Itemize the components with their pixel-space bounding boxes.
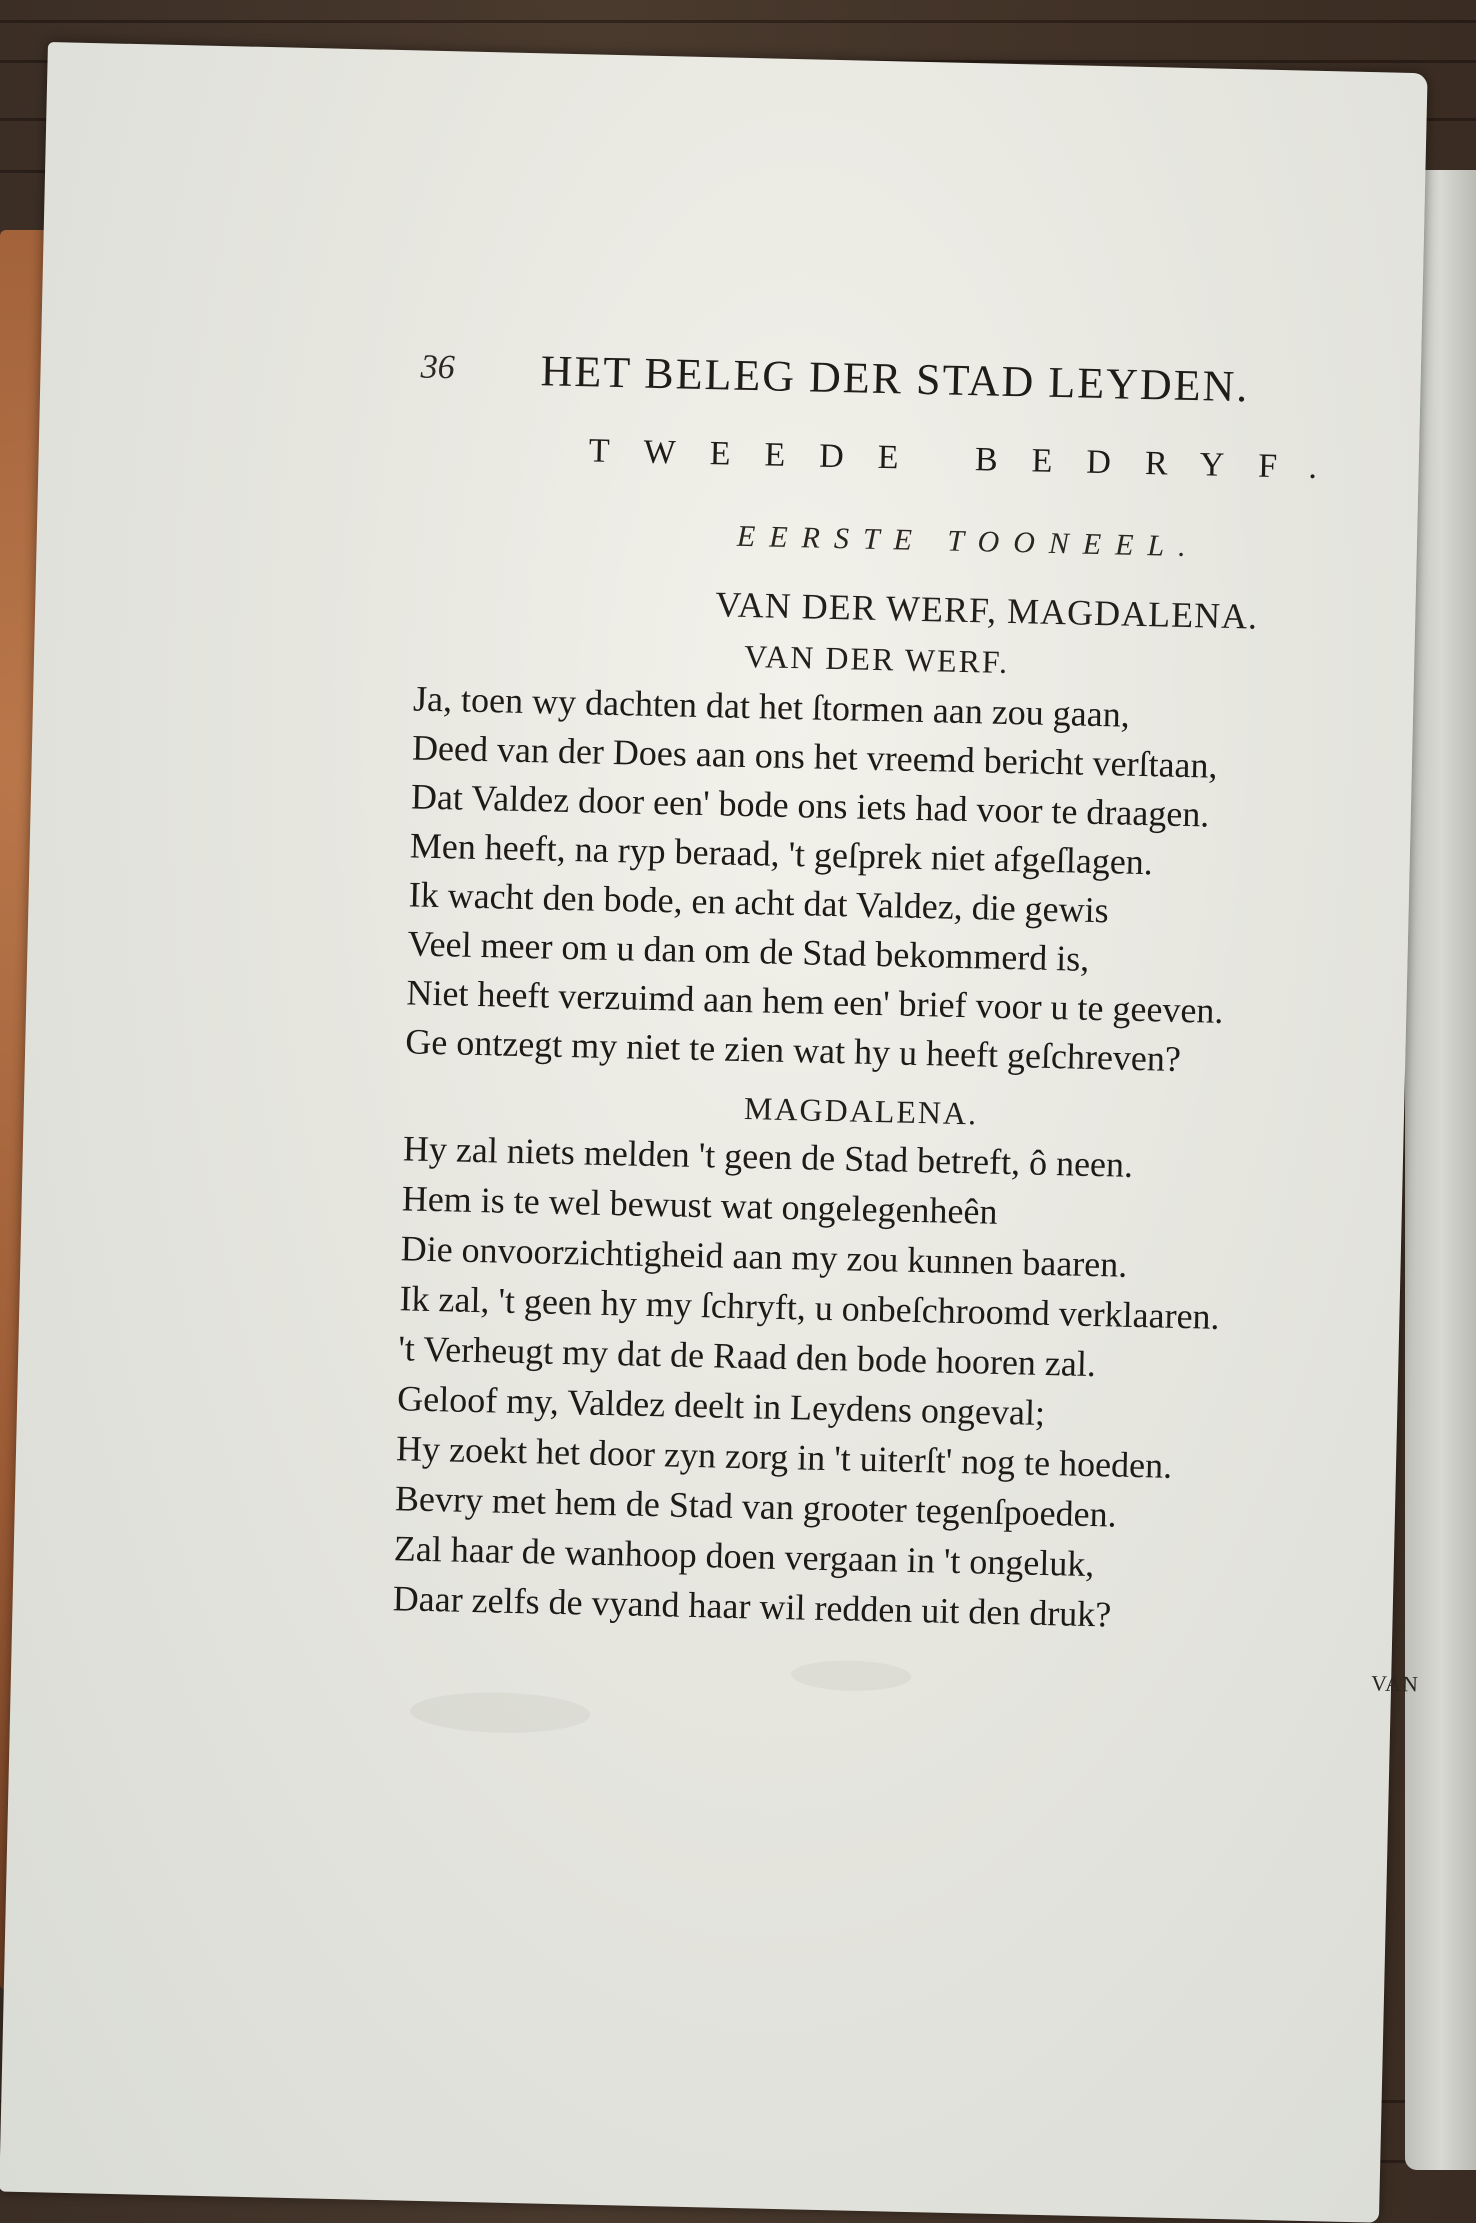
- verse-line: Hy zal niets melden 't geen de Stad betreft, ô neen.: [402, 1128, 1134, 1185]
- verse-line: Daar zelfs de vyand haar wil redden uit den druk?: [392, 1578, 1112, 1635]
- verse-line: Ge ontzegt my niet te zien wat hy u heeft geſchreven?: [404, 1021, 1182, 1079]
- speaker-name: MAGDALENA.: [743, 1090, 979, 1132]
- verse-line: Die onvoorzichtigheid aan my zou kunnen baaren.: [400, 1228, 1128, 1285]
- verse-line: Veel meer om u dan om de Stad bekommerd is,: [407, 923, 1090, 979]
- page-content: [392, 309, 1352, 1635]
- speech-van-der-werf: [404, 678, 1274, 1079]
- verse-line: Hem is te wel bewust wat ongelegenheên: [401, 1178, 998, 1232]
- scene-heading: EERSTE TOONEEL.: [736, 519, 1201, 564]
- book-page: [0, 42, 1428, 2223]
- verse-line: Ja, toen wy dachten dat het ſtormen aan zou gaan,: [412, 678, 1131, 735]
- catchword: VAN: [1370, 1670, 1420, 1697]
- page-number: 36: [420, 348, 456, 387]
- verse-line: Deed van der Does aan ons het vreemd bericht verſtaan,: [411, 727, 1219, 786]
- paper-stain: [791, 1659, 912, 1692]
- act-heading: TWEEDE BEDRYF.: [588, 432, 1352, 487]
- verse-line: Hy zoekt het door zyn zorg in 't uiterſt' nog te hoeden.: [395, 1428, 1173, 1486]
- verse-line: Geloof my, Valdez deelt in Leydens ongeval;: [396, 1378, 1046, 1433]
- verse-line: Bevry met hem de Stad van grooter tegenſpoeden.: [394, 1478, 1118, 1535]
- verse-line: Dat Valdez door een' bode ons iets had voor te draagen.: [410, 776, 1210, 835]
- verse-line: Ik wacht den bode, en acht dat Valdez, die gewis: [408, 874, 1110, 931]
- verse-line: Zal haar de wanhoop doen vergaan in 't ongeluk,: [393, 1528, 1095, 1585]
- running-head: HET BELEG DER STAD LEYDEN.: [540, 346, 1250, 412]
- speech-magdalena: [392, 1128, 1263, 1635]
- dramatis-personae: VAN DER WERF, MAGDALENA.: [714, 584, 1259, 637]
- verse-line: Ik zal, 't geen hy my ſchryft, u onbeſchroomd verklaaren.: [399, 1278, 1221, 1337]
- paper-stain: [410, 1691, 591, 1735]
- verse-line: Men heeft, na ryp beraad, 't geſprek niet afgeſlagen.: [409, 825, 1154, 883]
- verse-line: Niet heeft verzuimd aan hem een' brief voor u te geeven.: [406, 972, 1224, 1031]
- wood-grain: [0, 20, 1476, 23]
- verse-line: 't Verheugt my dat de Raad den bode hooren zal.: [398, 1328, 1097, 1385]
- speaker-name: VAN DER WERF.: [743, 637, 1010, 680]
